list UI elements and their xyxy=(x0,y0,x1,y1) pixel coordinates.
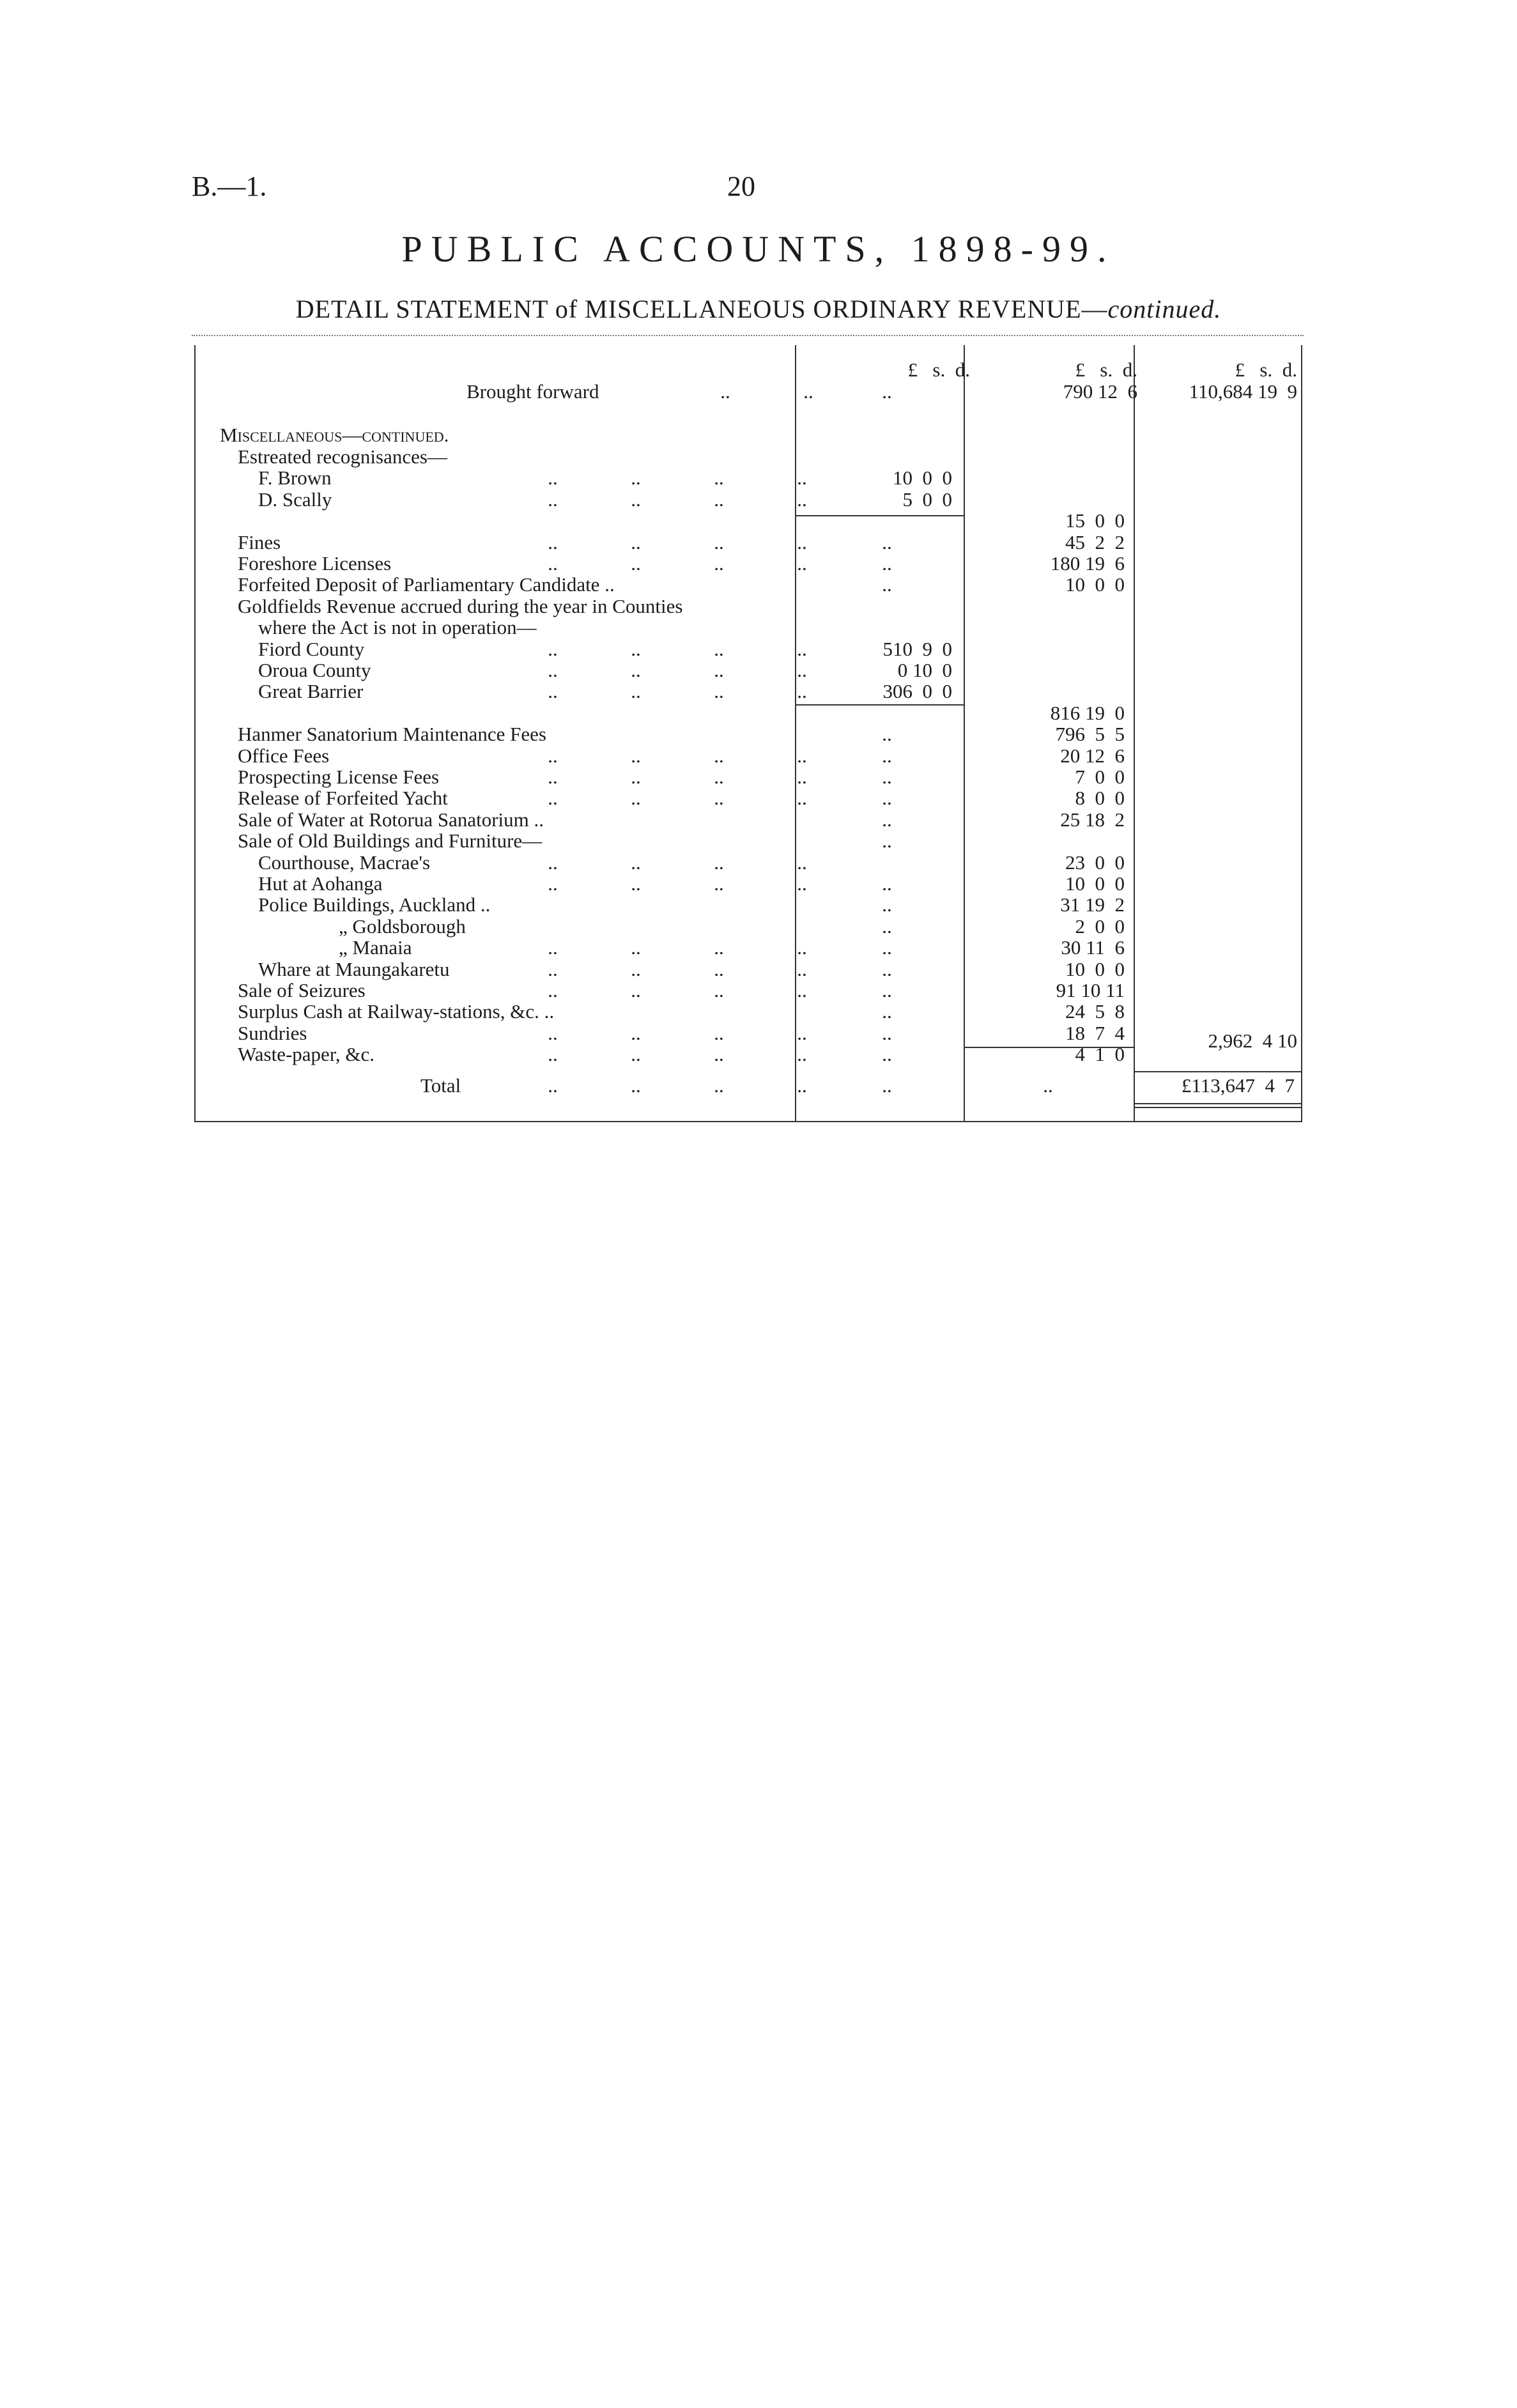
table-row xyxy=(192,574,1304,596)
total-col1: .. xyxy=(882,1074,892,1097)
subtotal-col3: 2,962 4 10 xyxy=(1208,1030,1297,1052)
row-col1-amount: 0 10 0 xyxy=(897,659,952,681)
leader-dots: .. .. .. .. xyxy=(548,787,807,810)
row-col1-amount: .. xyxy=(882,552,892,575)
subtitle-continued: continued. xyxy=(1107,295,1222,323)
col2-header: £ s. d. xyxy=(1075,359,1137,381)
row-col1-amount: .. xyxy=(882,787,892,810)
row-label: Surplus Cash at Railway-stations, &c. .. xyxy=(238,1000,555,1023)
subtitle-main: DETAIL STATEMENT of MISCELLANEOUS ORDINARY REVENUE— xyxy=(295,295,1108,323)
row-col1-amount: 10 0 0 xyxy=(893,467,952,490)
table-row xyxy=(192,787,1304,809)
table-row xyxy=(192,766,1304,788)
col1-header: £ s. d. xyxy=(907,359,970,381)
table-row xyxy=(192,702,1304,724)
total-col2: .. xyxy=(1043,1074,1053,1097)
leader-dots: .. .. .. .. xyxy=(548,851,807,874)
row-label: Forfeited Deposit of Parliamentary Candidate .. xyxy=(238,573,615,596)
row-label: Estreated recognisances— xyxy=(238,445,447,468)
row-label: Sale of Old Buildings and Furniture— xyxy=(238,830,543,853)
bf-col1: .. xyxy=(882,380,892,403)
table-row xyxy=(192,446,1304,468)
column-headers xyxy=(192,359,1304,381)
row-col1-amount: .. xyxy=(882,766,892,788)
row-col2-amount: 91 10 11 xyxy=(1056,979,1125,1001)
revenue-table xyxy=(192,345,1304,1123)
row-col2-amount: 8 0 0 xyxy=(1075,787,1125,810)
leader-dots: .. .. .. .. xyxy=(548,957,807,980)
row-label: Courthouse, Macrae's xyxy=(258,851,431,874)
leader-dots: .. .. .. .. xyxy=(548,637,807,660)
table-row xyxy=(192,723,1304,745)
table-row xyxy=(192,596,1304,617)
row-label: Hut at Aohanga xyxy=(258,872,383,895)
grand-total: £113,647 4 7 xyxy=(1181,1074,1295,1097)
brought-forward-label: Brought forward xyxy=(466,380,599,403)
bf-col2: 790 12 6 xyxy=(1063,380,1137,403)
row-label: Great Barrier xyxy=(258,680,364,703)
row-col2-amount: 18 7 4 xyxy=(1065,1021,1125,1044)
total-label: Total xyxy=(420,1074,461,1097)
row-label: „ Goldsborough xyxy=(339,915,466,938)
row-label: Sale of Water at Rotorua Sanatorium .. xyxy=(238,808,544,831)
brought-forward-row xyxy=(192,381,1304,403)
section-heading: Miscellaneous—continued. xyxy=(220,424,449,446)
row-col2-amount: 7 0 0 xyxy=(1075,766,1125,788)
row-col2-amount: 10 0 0 xyxy=(1065,573,1125,596)
leader-dots: .. .. .. .. xyxy=(548,872,807,895)
table-row xyxy=(192,745,1304,767)
leader-dots: .. .. .. .. xyxy=(548,530,807,553)
row-label: Waste-paper, &c. xyxy=(238,1043,375,1066)
table-row xyxy=(192,510,1304,532)
row-label: Prospecting License Fees xyxy=(238,766,440,788)
rule-estreated xyxy=(795,515,964,516)
table-row xyxy=(192,852,1304,874)
table-row xyxy=(192,873,1304,895)
leader-dots: .. .. .. .. xyxy=(548,467,807,490)
table-row xyxy=(192,617,1304,638)
row-label: Whare at Maungakaretu xyxy=(258,957,450,980)
table-row xyxy=(192,638,1304,660)
table-row xyxy=(192,830,1304,852)
leader-dots: .. .. .. .. xyxy=(548,936,807,959)
row-col1-amount: .. xyxy=(882,573,892,596)
row-col2-amount: 796 5 5 xyxy=(1055,723,1125,746)
row-col1-amount: .. xyxy=(882,1043,892,1066)
row-label: Release of Forfeited Yacht xyxy=(238,787,448,810)
leader-dots: .. .. xyxy=(720,380,813,403)
page-number: 20 xyxy=(727,171,755,202)
row-col1-amount: 306 0 0 xyxy=(882,680,952,703)
table-row xyxy=(192,980,1304,1001)
table-subtitle xyxy=(0,294,1517,324)
row-col1-amount: .. xyxy=(882,744,892,767)
leader-dots: .. .. .. .. xyxy=(548,1043,807,1066)
section-heading-row xyxy=(192,424,1304,446)
table-row xyxy=(192,894,1304,916)
rule-total-double-2 xyxy=(1134,1107,1301,1108)
table-row xyxy=(192,660,1304,681)
row-col1-amount: .. xyxy=(882,893,892,916)
rule-total-double-1 xyxy=(1134,1103,1301,1104)
table-row xyxy=(192,937,1304,959)
row-label: Fines xyxy=(238,530,281,553)
top-rule xyxy=(192,335,1304,336)
row-label: Office Fees xyxy=(238,744,330,767)
row-label: where the Act is not in operation— xyxy=(258,616,537,639)
row-col2-amount: 816 19 0 xyxy=(1050,701,1125,724)
row-col1-amount: .. xyxy=(882,979,892,1001)
subtotal-row xyxy=(192,1030,1304,1052)
leader-dots: .. .. .. .. xyxy=(548,1021,807,1044)
table-row xyxy=(192,1001,1304,1023)
row-label: Police Buildings, Auckland .. xyxy=(258,893,491,916)
row-col1-amount: .. xyxy=(882,1021,892,1044)
table-row xyxy=(192,916,1304,938)
row-col2-amount: 2 0 0 xyxy=(1075,915,1125,938)
row-col2-amount: 31 19 2 xyxy=(1060,893,1125,916)
leader-dots: .. .. .. .. xyxy=(548,766,807,788)
table-row xyxy=(192,532,1304,553)
row-col1-amount: .. xyxy=(882,872,892,895)
row-col1-amount: .. xyxy=(882,723,892,746)
page-title: PUBLIC ACCOUNTS, 1898-99. xyxy=(401,228,1116,270)
row-col2-amount: 10 0 0 xyxy=(1065,957,1125,980)
row-col2-amount: 25 18 2 xyxy=(1060,808,1125,831)
row-label: Hanmer Sanatorium Maintenance Fees xyxy=(238,723,546,746)
row-col1-amount: .. xyxy=(882,915,892,938)
row-col2-amount: 10 0 0 xyxy=(1065,872,1125,895)
leader-dots: .. .. .. .. xyxy=(548,659,807,681)
table-row xyxy=(192,959,1304,980)
rule-subtotal xyxy=(964,1047,1134,1048)
row-col2-amount: 30 11 6 xyxy=(1061,936,1125,959)
rule-goldfields xyxy=(795,704,964,706)
row-col1-amount: 5 0 0 xyxy=(902,488,952,511)
row-col2-amount: 4 1 0 xyxy=(1075,1043,1125,1066)
leader-dots: .. .. .. .. xyxy=(548,552,807,575)
table-row xyxy=(192,809,1304,831)
total-row xyxy=(192,1075,1304,1097)
table-row xyxy=(192,681,1304,702)
row-col2-amount: 23 0 0 xyxy=(1065,851,1125,874)
leader-dots: .. .. .. .. xyxy=(548,979,807,1001)
row-label: Fiord County xyxy=(258,637,365,660)
row-label: Foreshore Licenses xyxy=(238,552,392,575)
row-col1-amount: .. xyxy=(882,808,892,831)
row-col2-amount: 180 19 6 xyxy=(1050,552,1125,575)
leader-dots: .. .. .. .. xyxy=(548,488,807,511)
bottom-rule xyxy=(194,1121,1302,1122)
row-label: Goldfields Revenue accrued during the year in Counties xyxy=(238,594,683,617)
row-col1-amount: .. xyxy=(882,957,892,980)
row-label: Sale of Seizures xyxy=(238,979,366,1001)
table-row xyxy=(192,489,1304,511)
leader-dots: .. .. .. .. xyxy=(548,680,807,703)
row-label: „ Manaia xyxy=(339,936,412,959)
row-col2-amount: 45 2 2 xyxy=(1065,530,1125,553)
row-col2-amount: 24 5 8 xyxy=(1065,1000,1125,1023)
row-col1-amount: .. xyxy=(882,936,892,959)
row-col1-amount: 510 9 0 xyxy=(882,637,952,660)
leader-dots: .. .. .. .. xyxy=(548,1074,807,1097)
rule-total-top xyxy=(1134,1071,1301,1072)
row-col1-amount: .. xyxy=(882,1000,892,1023)
row-col2-amount: 15 0 0 xyxy=(1065,509,1125,532)
col3-header: £ s. d. xyxy=(1235,359,1297,381)
row-col1-amount: .. xyxy=(882,830,892,853)
table-row xyxy=(192,467,1304,489)
row-col1-amount: .. xyxy=(882,530,892,553)
row-label: Sundries xyxy=(238,1021,307,1044)
row-label: F. Brown xyxy=(258,467,332,490)
document-reference: B.—1. xyxy=(192,171,267,202)
leader-dots: .. .. .. .. xyxy=(548,744,807,767)
bf-col3: 110,684 19 9 xyxy=(1189,380,1297,403)
row-label: Oroua County xyxy=(258,659,371,681)
row-label: D. Scally xyxy=(258,488,332,511)
row-col2-amount: 20 12 6 xyxy=(1060,744,1125,767)
table-row xyxy=(192,553,1304,575)
